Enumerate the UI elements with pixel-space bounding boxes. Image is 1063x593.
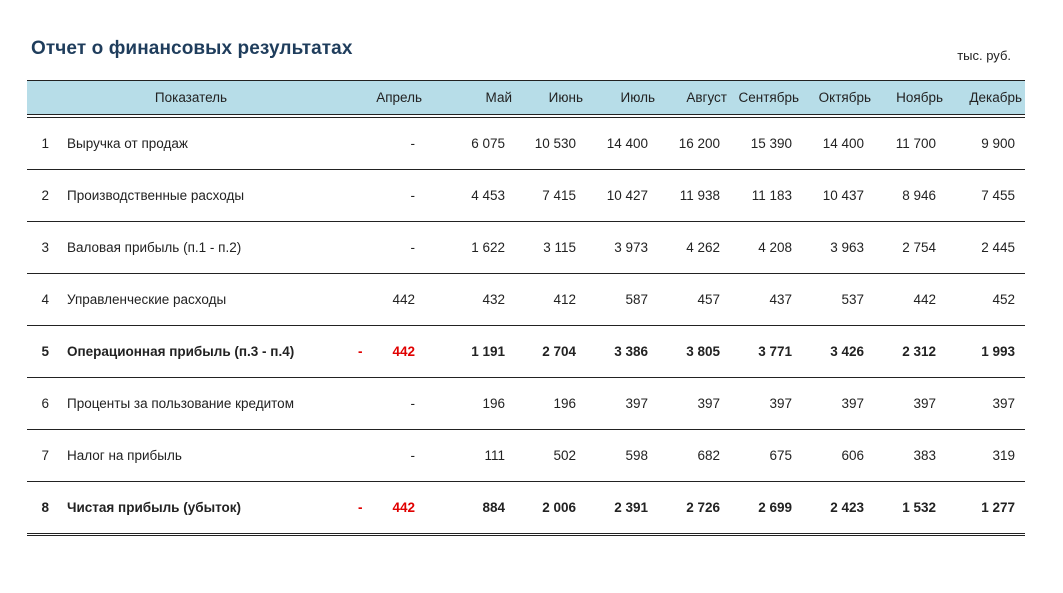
table-row [27,430,1025,482]
cell-october: 3 963 [802,222,874,274]
table-row [27,326,1025,378]
row-index: 7 [27,430,59,482]
cell-october: 3 426 [802,326,874,378]
column-header-august: Август [658,81,730,115]
row-index: 5 [27,326,59,378]
row-index: 3 [27,222,59,274]
cell-april: - [355,170,425,222]
cell-june: 502 [515,430,586,482]
cell-august: 457 [658,274,730,326]
column-header-july: Июль [586,81,658,115]
cell-september: 11 183 [730,170,802,222]
cell-july: 10 427 [586,170,658,222]
cell-august: 16 200 [658,118,730,170]
cell-september: 2 699 [730,482,802,535]
financial-results-table [27,80,1025,536]
cell-april: - [355,430,425,482]
cell-november: 442 [874,274,946,326]
negative-sign: - [358,344,363,359]
cell-july: 14 400 [586,118,658,170]
cell-december: 397 [946,378,1025,430]
row-label: Выручка от продаж [59,118,355,170]
cell-october: 14 400 [802,118,874,170]
cell-november: 2 312 [874,326,946,378]
row-label: Чистая прибыль (убыток) [59,482,355,535]
cell-july: 3 973 [586,222,658,274]
cell-july: 3 386 [586,326,658,378]
cell-august: 2 726 [658,482,730,535]
cell-september: 3 771 [730,326,802,378]
cell-may: 6 075 [425,118,515,170]
cell-august: 3 805 [658,326,730,378]
negative-value: 442 [392,500,415,515]
cell-december: 1 277 [946,482,1025,535]
cell-august: 397 [658,378,730,430]
table-row [27,378,1025,430]
cell-september: 397 [730,378,802,430]
row-label: Управленческие расходы [59,274,355,326]
column-header-june: Июнь [515,81,586,115]
cell-june: 2 006 [515,482,586,535]
cell-june: 196 [515,378,586,430]
cell-june: 10 530 [515,118,586,170]
cell-july: 598 [586,430,658,482]
row-label: Производственные расходы [59,170,355,222]
cell-april: - [355,378,425,430]
cell-june: 412 [515,274,586,326]
cell-may: 1 622 [425,222,515,274]
cell-april: 442 [355,274,425,326]
table-row [27,482,1025,535]
cell-december: 2 445 [946,222,1025,274]
cell-june: 7 415 [515,170,586,222]
cell-december: 319 [946,430,1025,482]
cell-may: 111 [425,430,515,482]
cell-september: 437 [730,274,802,326]
column-header-december: Декабрь [946,81,1025,115]
column-header-september: Сентябрь [730,81,802,115]
cell-april: - [355,118,425,170]
column-header-may: Май [425,81,515,115]
row-label: Валовая прибыль (п.1 - п.2) [59,222,355,274]
unit-label: тыс. руб. [957,48,1011,63]
cell-june: 2 704 [515,326,586,378]
cell-december: 452 [946,274,1025,326]
cell-september: 4 208 [730,222,802,274]
cell-may: 884 [425,482,515,535]
column-header-november: Ноябрь [874,81,946,115]
table-row [27,222,1025,274]
cell-april [355,326,425,378]
row-label: Проценты за пользование кредитом [59,378,355,430]
table-row [27,170,1025,222]
cell-december: 7 455 [946,170,1025,222]
cell-august: 4 262 [658,222,730,274]
cell-july: 2 391 [586,482,658,535]
cell-september: 15 390 [730,118,802,170]
column-header-indicator: Показатель [27,81,355,115]
cell-october: 537 [802,274,874,326]
cell-may: 4 453 [425,170,515,222]
row-index: 2 [27,170,59,222]
cell-october: 397 [802,378,874,430]
negative-value: 442 [392,344,415,359]
cell-august: 11 938 [658,170,730,222]
table-row [27,118,1025,170]
cell-august: 682 [658,430,730,482]
cell-april: - [355,222,425,274]
column-header-april: Апрель [355,81,425,115]
cell-december: 9 900 [946,118,1025,170]
column-header-october: Октябрь [802,81,874,115]
cell-may: 432 [425,274,515,326]
cell-may: 1 191 [425,326,515,378]
row-index: 1 [27,118,59,170]
cell-april [355,482,425,535]
cell-november: 383 [874,430,946,482]
cell-october: 2 423 [802,482,874,535]
table-header-row [27,81,1025,115]
cell-november: 8 946 [874,170,946,222]
row-index: 8 [27,482,59,535]
cell-december: 1 993 [946,326,1025,378]
cell-july: 397 [586,378,658,430]
cell-september: 675 [730,430,802,482]
cell-june: 3 115 [515,222,586,274]
cell-november: 2 754 [874,222,946,274]
table-row [27,274,1025,326]
negative-sign: - [358,500,363,515]
cell-july: 587 [586,274,658,326]
cell-november: 1 532 [874,482,946,535]
cell-november: 11 700 [874,118,946,170]
cell-october: 606 [802,430,874,482]
cell-may: 196 [425,378,515,430]
cell-october: 10 437 [802,170,874,222]
row-index: 4 [27,274,59,326]
report-title: Отчет о финансовых результатах [31,38,353,59]
row-index: 6 [27,378,59,430]
row-label: Операционная прибыль (п.3 - п.4) [59,326,355,378]
row-label: Налог на прибыль [59,430,355,482]
cell-november: 397 [874,378,946,430]
